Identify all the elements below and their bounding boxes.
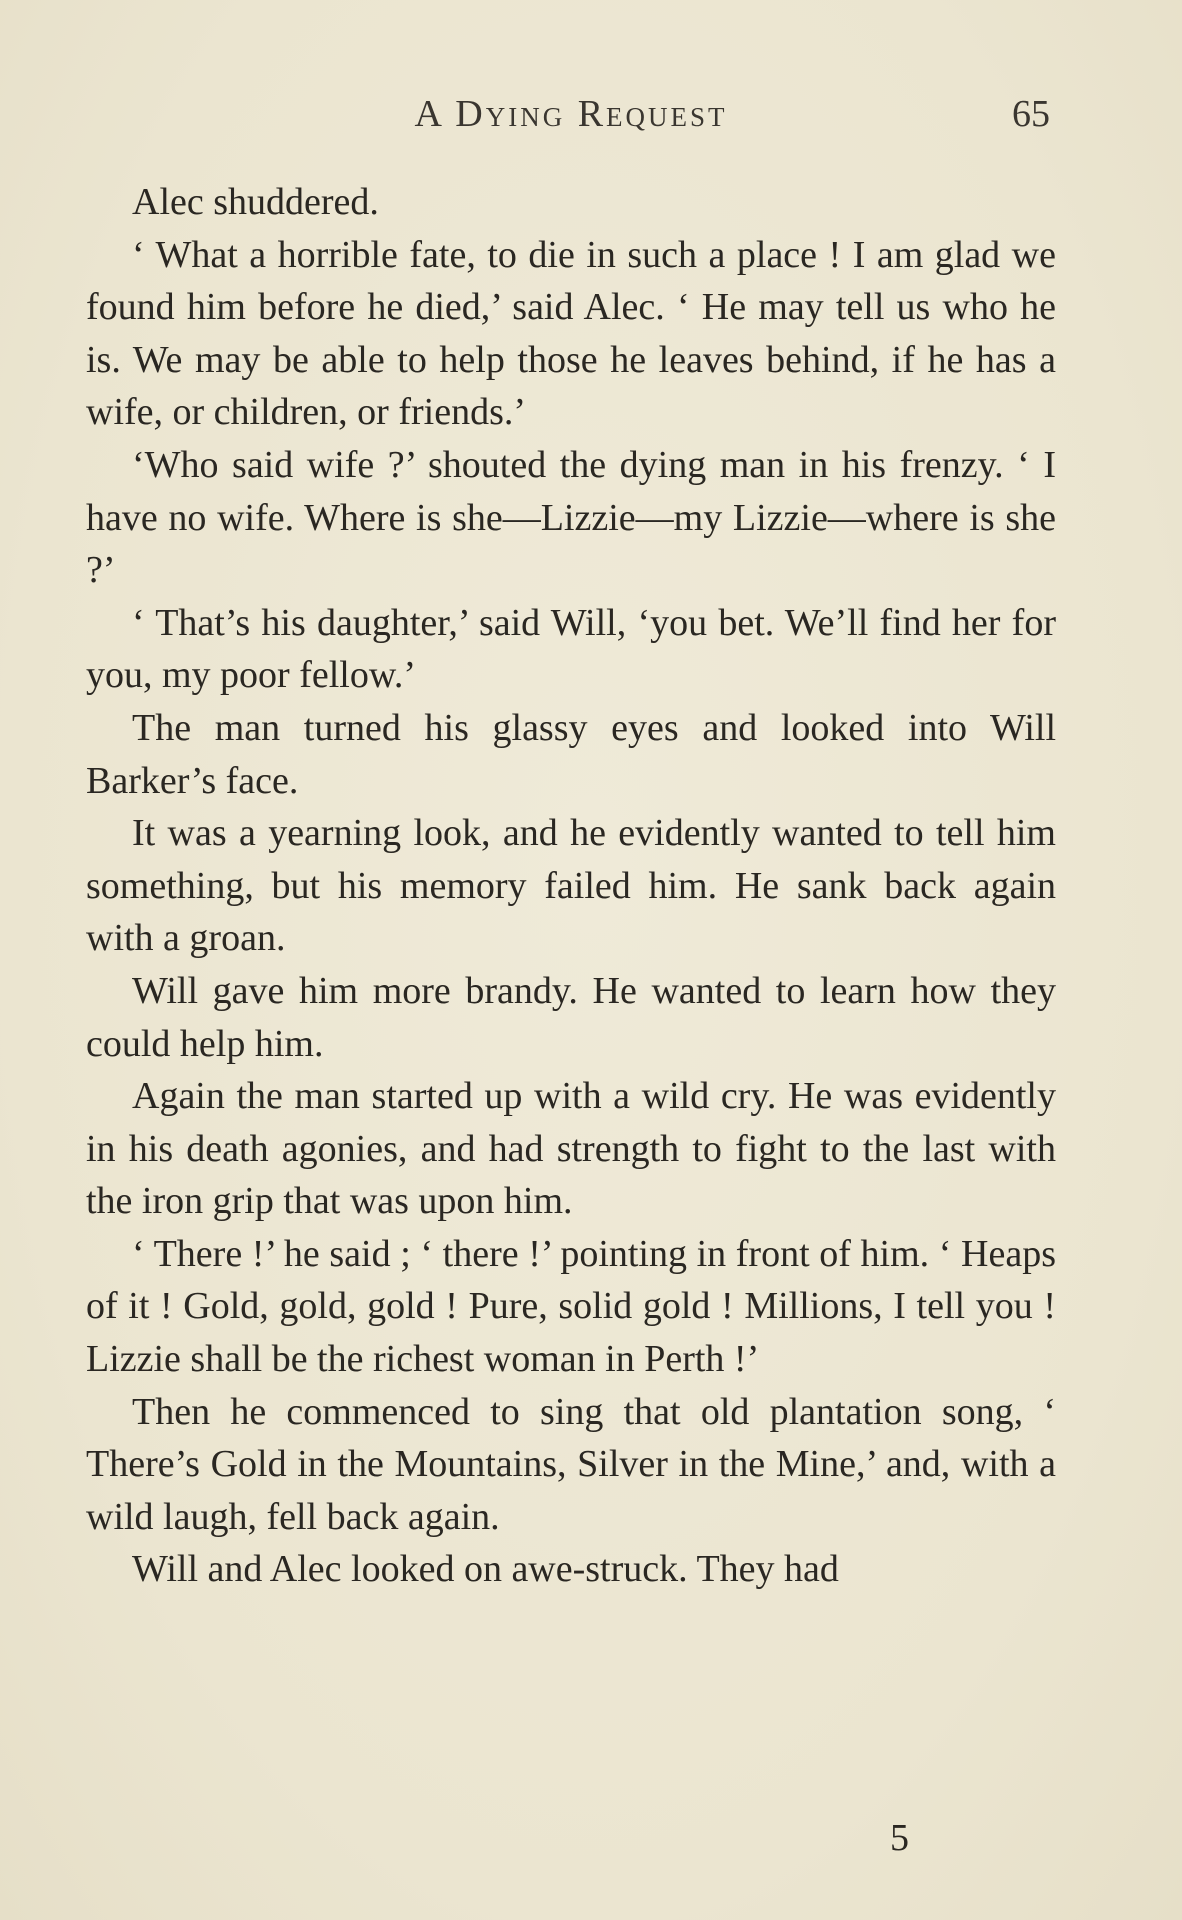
signature-mark: 5	[890, 1817, 909, 1859]
page-number: 65	[1012, 93, 1050, 135]
running-title: A Dying Request	[414, 93, 728, 135]
paragraph-2: ‘ What a horrible fate, to die in such a place ! I am glad we found him before he died,’ said Alec. ‘ He may tell us who he is. We may be able to help those he leaves behind, if he has a wife, or children, or friends.’	[86, 233, 1056, 434]
paragraph-9: ‘ There !’ he said ; ‘ there !’ pointing in front of him. ‘ Heaps of it ! Gold, gold, gold ! Pure, solid gold ! Millions, I tell you ! Lizzie shall be the richest woman in Perth !’	[86, 1232, 1056, 1381]
body-text	[86, 176, 1056, 1596]
paragraph-1: Alec shuddered.	[132, 181, 379, 223]
paragraph-11: Will and Alec looked on awe-struck. They had	[132, 1548, 839, 1591]
paragraph-8: Again the man started up with a wild cry. He was evidently in his death agonies, and had strength to fight to the last with the iron grip that was upon him.	[86, 1075, 1056, 1223]
paragraph-4: ‘ That’s his daughter,’ said Will, ‘you bet. We’ll find her for you, my poor fellow.’	[86, 601, 1056, 697]
paragraph-10: Then he commenced to sing that old plantation song, ‘ There’s Gold in the Mountains, Silver in the Mine,’ and, with a wild laugh, fell back again.	[86, 1390, 1056, 1538]
running-head	[86, 92, 1056, 142]
paragraph-5: The man turned his glassy eyes and looked into Will Barker’s face.	[86, 706, 1056, 802]
paragraph-6: It was a yearning look, and he evidently wanted to tell him something, but his memory failed him. He sank back again with a groan.	[86, 812, 1056, 960]
paragraph-7: Will gave him more brandy. He wanted to learn how they could help him.	[86, 969, 1056, 1065]
paragraph-3: ‘Who said wife ?’ shouted the dying man in his frenzy. ‘ I have no wife. Where is she—Lizzie—my Lizzie—where is she ?’	[86, 443, 1056, 592]
